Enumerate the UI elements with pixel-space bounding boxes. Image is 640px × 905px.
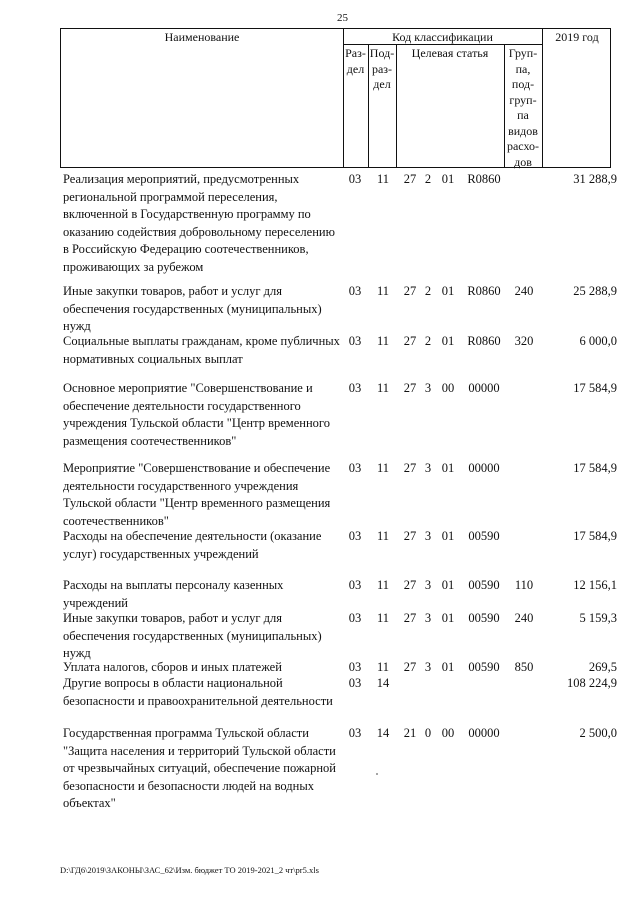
row-name: Мероприятие "Совершенствование и обеспечение деятельности государственного учреждения Тульской области "Центр временного размещения соотечественников" — [63, 461, 331, 528]
row-subprogram: 2 — [424, 284, 432, 298]
row-amount: 6 000,0 — [579, 334, 617, 348]
row-direction: 00590 — [468, 578, 500, 592]
row-name: Основное мероприятие "Совершенствование и обеспечение деятельности государственного учреждения Тульской области "Центр временного размещения соотечественников" — [63, 381, 330, 448]
row-direction: 00000 — [468, 381, 500, 395]
row-podrazdel: 11 — [376, 461, 390, 475]
row-amount: 25 288,9 — [573, 284, 617, 298]
row-razdel: 03 — [348, 676, 362, 690]
row-program: 27 — [403, 611, 417, 625]
row-razdel: 03 — [348, 611, 362, 625]
row-amount: 5 159,3 — [579, 611, 617, 625]
row-razdel: 03 — [348, 578, 362, 592]
row-podrazdel: 11 — [376, 578, 390, 592]
row-program: 27 — [403, 172, 417, 186]
col-divider — [396, 44, 397, 167]
row-subprogram: 3 — [424, 578, 432, 592]
scan-speck — [376, 773, 378, 775]
row-subprogram: 3 — [424, 461, 432, 475]
header-group: Груп- па, под- груп- па видов расхо- дов — [506, 46, 540, 169]
row-subprogram: 2 — [424, 172, 432, 186]
row-subprogram: 3 — [424, 660, 432, 674]
row-subprogram: 3 — [424, 611, 432, 625]
row-amount: 31 288,9 — [573, 172, 617, 186]
row-razdel: 03 — [348, 284, 362, 298]
row-podrazdel: 14 — [376, 726, 390, 740]
row-razdel: 03 — [348, 172, 362, 186]
header-code: Код классификации — [392, 30, 493, 44]
row-amount: 12 156,1 — [573, 578, 617, 592]
row-main-activity: 01 — [441, 660, 455, 674]
row-podrazdel: 14 — [376, 676, 390, 690]
row-program: 27 — [403, 284, 417, 298]
row-direction: 00590 — [468, 660, 500, 674]
row-subprogram: 3 — [424, 381, 432, 395]
row-direction: 00000 — [468, 726, 500, 740]
row-name: Реализация мероприятий, предусмотренных региональной программой переселения, включенной в Государственную программу по оказанию содействия добровольному переселению в Российскую Федерацию соотечественников, проживающих за рубежом — [63, 172, 335, 274]
file-path-footer: D:\ГД6\2019\ЗАКОНЫ\ЗАС_62\Изм. бюджет ТО 2019-2021_2 чт\pr5.xls — [60, 865, 319, 875]
row-podrazdel: 11 — [376, 334, 390, 348]
row-name: Расходы на обеспечение деятельности (оказание услуг) государственных учреждений — [63, 529, 322, 561]
row-razdel: 03 — [348, 529, 362, 543]
row-name: Другие вопросы в области национальной безопасности и правоохранительной деятельности — [63, 676, 333, 708]
row-podrazdel: 11 — [376, 660, 390, 674]
row-group: 110 — [514, 578, 534, 592]
row-razdel: 03 — [348, 660, 362, 674]
row-program: 21 — [403, 726, 417, 740]
row-name: Иные закупки товаров, работ и услуг для обеспечения государственных (муниципальных) нужд — [63, 611, 322, 660]
header-year: 2019 год — [555, 30, 599, 44]
header-razdel: Раз- дел — [345, 46, 366, 76]
row-main-activity: 01 — [441, 172, 455, 186]
row-program: 27 — [403, 334, 417, 348]
row-name: Государственная программа Тульской области "Защита населения и территорий Тульской области от чрезвычайных ситуаций, обеспечение пожарной безопасности и безопасности людей на водных объектах" — [63, 726, 336, 810]
row-podrazdel: 11 — [376, 172, 390, 186]
row-podrazdel: 11 — [376, 611, 390, 625]
row-main-activity: 01 — [441, 529, 455, 543]
row-razdel: 03 — [348, 726, 362, 740]
row-name: Социальные выплаты гражданам, кроме публичных нормативных социальных выплат — [63, 334, 340, 366]
row-amount: 269,5 — [588, 660, 617, 674]
row-name: Иные закупки товаров, работ и услуг для обеспечения государственных (муниципальных) нужд — [63, 284, 322, 333]
row-razdel: 03 — [348, 334, 362, 348]
row-podrazdel: 11 — [376, 529, 390, 543]
row-group: 320 — [514, 334, 534, 348]
row-podrazdel: 11 — [376, 381, 390, 395]
row-direction: R0860 — [467, 284, 501, 298]
row-amount: 2 500,0 — [579, 726, 617, 740]
row-direction: R0860 — [467, 172, 501, 186]
row-main-activity: 01 — [441, 461, 455, 475]
row-direction: 00590 — [468, 529, 500, 543]
row-name: Расходы на выплаты персоналу казенных учреждений — [63, 578, 284, 610]
row-amount: 17 584,9 — [573, 461, 617, 475]
row-direction: 00590 — [468, 611, 500, 625]
table-header — [60, 28, 611, 168]
row-main-activity: 01 — [441, 578, 455, 592]
row-subprogram: 3 — [424, 529, 432, 543]
row-program: 27 — [403, 578, 417, 592]
row-main-activity: 01 — [441, 284, 455, 298]
row-main-activity: 00 — [441, 726, 455, 740]
col-divider — [542, 29, 543, 167]
header-target: Целевая статья — [411, 46, 489, 60]
row-main-activity: 01 — [441, 334, 455, 348]
row-group: 240 — [514, 611, 534, 625]
row-amount: 108 224,9 — [567, 676, 617, 690]
header-name: Наименование — [164, 30, 240, 44]
row-subprogram: 2 — [424, 334, 432, 348]
row-group: 240 — [514, 284, 534, 298]
row-main-activity: 00 — [441, 381, 455, 395]
row-subprogram: 0 — [424, 726, 432, 740]
row-amount: 17 584,9 — [573, 381, 617, 395]
row-razdel: 03 — [348, 461, 362, 475]
row-podrazdel: 11 — [376, 284, 390, 298]
row-program: 27 — [403, 461, 417, 475]
row-program: 27 — [403, 381, 417, 395]
row-name: Уплата налогов, сборов и иных платежей — [63, 660, 282, 674]
row-razdel: 03 — [348, 381, 362, 395]
row-main-activity: 01 — [441, 611, 455, 625]
row-program: 27 — [403, 660, 417, 674]
page-number: 25 — [337, 12, 348, 24]
row-amount: 17 584,9 — [573, 529, 617, 543]
row-direction: 00000 — [468, 461, 500, 475]
row-program: 27 — [403, 529, 417, 543]
row-direction: R0860 — [467, 334, 501, 348]
row-group: 850 — [514, 660, 534, 674]
header-podrazdel: Под- раз- дел — [369, 46, 395, 91]
